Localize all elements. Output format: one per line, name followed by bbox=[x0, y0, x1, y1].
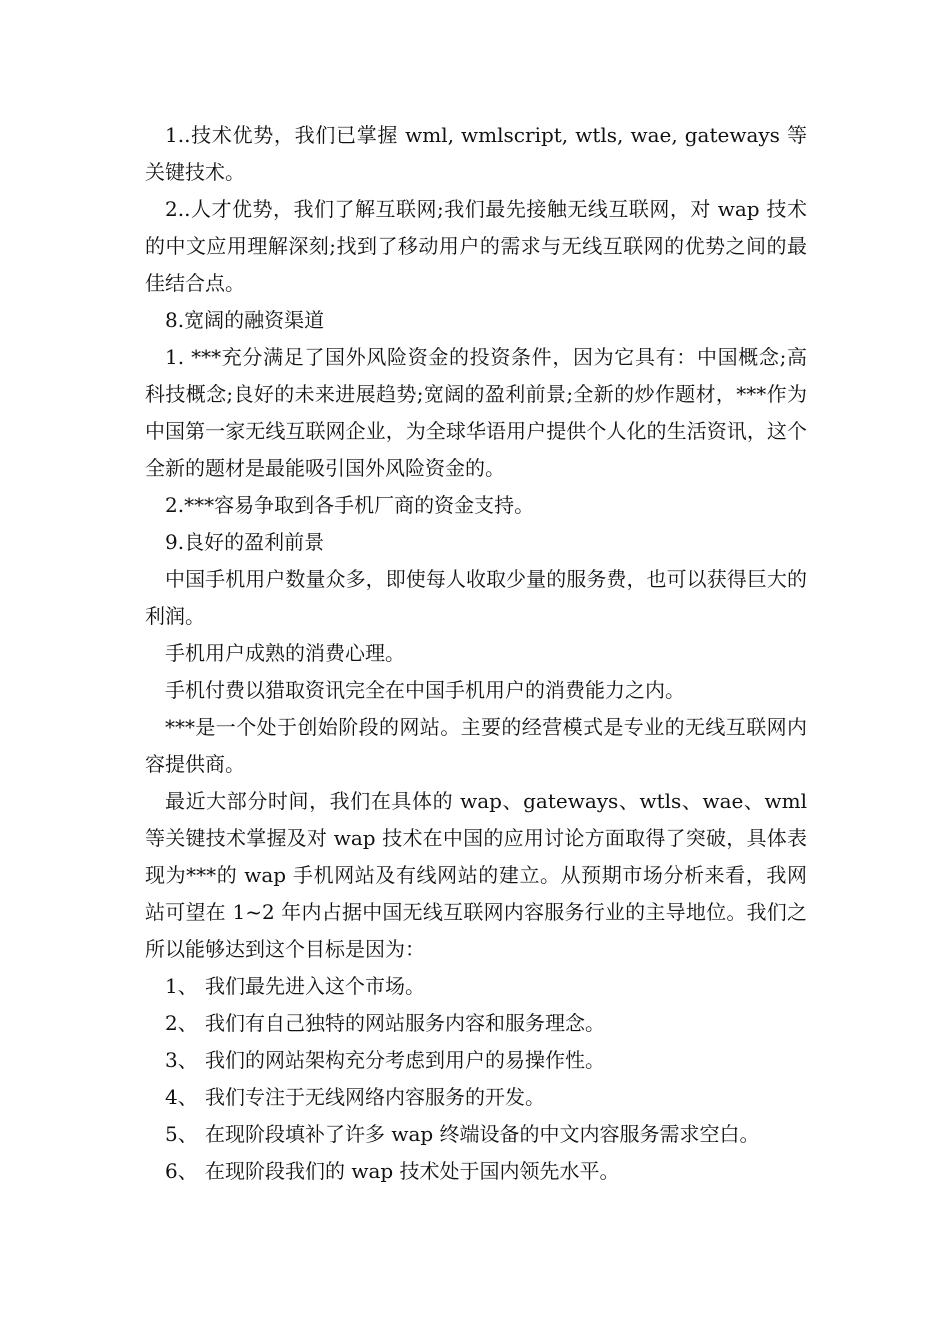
list-item bbox=[145, 1005, 807, 1042]
list-text: 我们有自己独特的网站服务内容和服务理念。 bbox=[205, 1011, 605, 1035]
paragraph-venture-capital: 1. ***充分满足了国外风险资金的投资条件，因为它具有：中国概念;高科技概念;良好的未来进展趋势;宽阔的盈利前景;全新的炒作题材，***作为中国第一家无线互联网企业，为全球华语用户提供个人化的生活资讯，这个全新的题材是最能吸引国外风险资金的。 bbox=[145, 345, 807, 480]
paragraph-talent-advantage: 2..人才优势，我们了解互联网;我们最先接触无线互联网，对 wap 技术的中文应用理解深刻;找到了移动用户的需求与无线互联网的优势之间的最佳结合点。 bbox=[145, 197, 807, 295]
list-number: 4、 bbox=[165, 1085, 198, 1109]
paragraph-user-count: 中国手机用户数量众多，即使每人收取少量的服务费，也可以获得巨大的利润。 bbox=[145, 567, 807, 628]
list-text: 我们的网站架构充分考虑到用户的易操作性。 bbox=[205, 1048, 605, 1072]
list-item bbox=[145, 1042, 807, 1079]
list-item bbox=[145, 1153, 807, 1190]
list-number: 3、 bbox=[165, 1048, 198, 1072]
paragraph-recent-progress: 最近大部分时间，我们在具体的 wap、gateways、wtls、wae、wml 等关键技术掌握及对 wap 技术在中国的应用讨论方面取得了突破，具体表现为***的 wap 手机网站及有线网站的建立。从预期市场分析来看，我网站可望在 1~2 年内占据中国无线互联网内容服务行业的主导地位。我们之所以能够达到这个目标是因为： bbox=[145, 789, 807, 961]
list-number: 5、 bbox=[165, 1122, 198, 1146]
list-number: 2、 bbox=[165, 1011, 198, 1035]
paragraph-tech-advantage: 1..技术优势，我们已掌握 wml, wmlscript, wtls, wae, gateways 等关键技术。 bbox=[145, 123, 807, 184]
list-item bbox=[145, 968, 807, 1005]
list-number: 1、 bbox=[165, 974, 198, 998]
list-text: 在现阶段我们的 wap 技术处于国内领先水平。 bbox=[205, 1159, 620, 1183]
list-text: 我们最先进入这个市场。 bbox=[205, 974, 425, 998]
list-item bbox=[145, 1079, 807, 1116]
paragraph-business-model: ***是一个处于创始阶段的网站。主要的经营模式是专业的无线互联网内容提供商。 bbox=[145, 715, 807, 776]
section-heading-financing: 8.宽阔的融资渠道 bbox=[165, 308, 325, 332]
list-number: 6、 bbox=[165, 1159, 198, 1183]
paragraph-manufacturer-support: 2.***容易争取到各手机厂商的资金支持。 bbox=[165, 493, 535, 517]
paragraph-payment: 手机付费以猎取资讯完全在中国手机用户的消费能力之内。 bbox=[165, 678, 685, 702]
section-heading-profit: 9.良好的盈利前景 bbox=[165, 530, 325, 554]
document-body bbox=[145, 117, 807, 1190]
list-text: 在现阶段填补了许多 wap 终端设备的中文内容服务需求空白。 bbox=[205, 1122, 760, 1146]
list-item bbox=[145, 1116, 807, 1153]
list-text: 我们专注于无线网络内容服务的开发。 bbox=[205, 1085, 545, 1109]
paragraph-consumer-psychology: 手机用户成熟的消费心理。 bbox=[165, 641, 405, 665]
